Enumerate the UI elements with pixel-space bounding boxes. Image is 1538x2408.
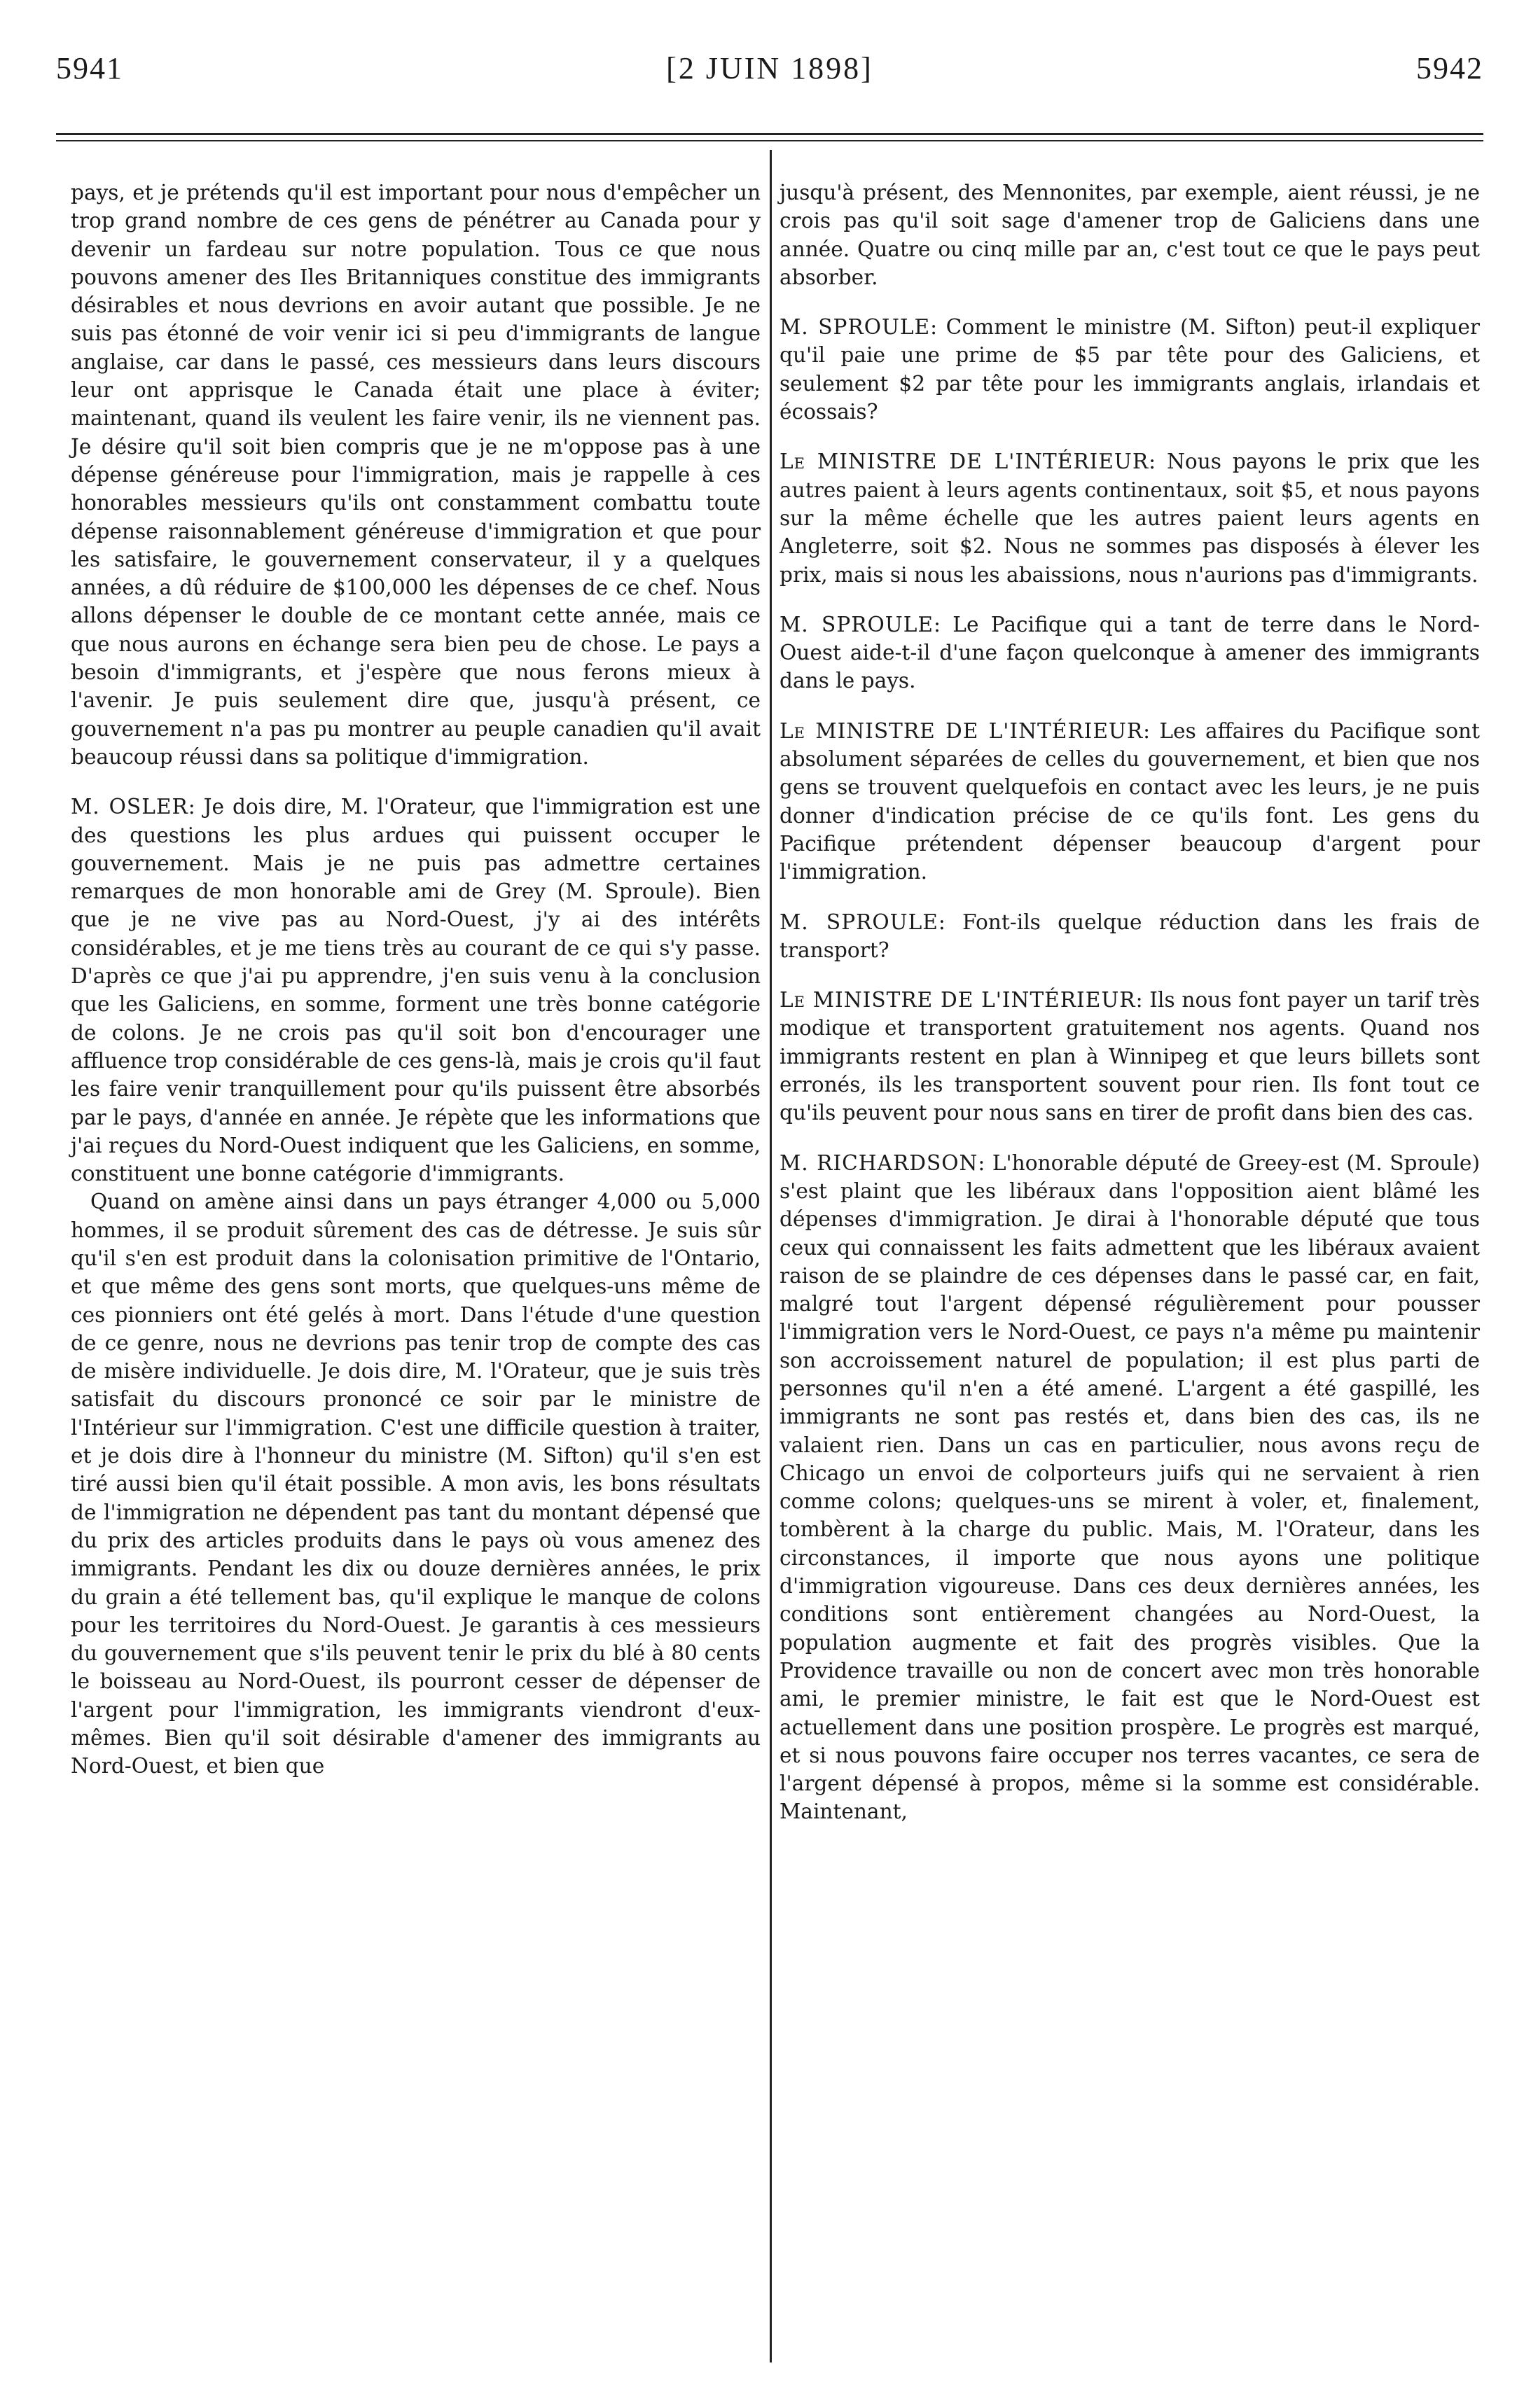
header-rule-bottom [56, 140, 1483, 141]
speech-text: : Je dois dire, M. l'Orateur, que l'immigration est une des questions les plus ardues qui puissent occuper le gouvernement. Mais je ne puis pas admettre certaines remarques de mon honorable ami de Grey (M. Sproule). Bien que je ne vive pas au Nord-Ouest, j'y ai des intérêts considérables, et je me tiens très au courant de ce qui s'y passe. D'après ce que j'ai pu apprendre, j'en suis venu à la conclusion que les Galiciens, en somme, forment une très bonne catégorie de colons. Je ne crois pas qu'il soit bon d'encourager une affluence trop considérable de ces gens-là, mais je crois qu'il faut les faire venir tranquillement pour qu'ils puissent être absorbés par le pays, d'année en année. Je répète que les informations que j'ai reçues du Nord-Ouest indiquent que les Galiciens, en somme, constituent une bonne catégorie d'immigrants. [71, 795, 761, 1186]
left-paragraph-3: Quand on amène ainsi dans un pays étranger 4,000 ou 5,000 hommes, il se produit sûrement des cas de détresse. Je suis sûr qu'il s'en est produit dans la colonisation primitive de l'Ontario, et que même des gens sont morts, que quelques-uns même de ces pionniers ont été gelés à mort. Dans l'étude d'une question de ce genre, nous ne devrions pas tenir trop de compte des cas de misère individuelle. Je dois dire, M. l'Orateur, que je suis très satisfait du discours prononcé ce soir par le ministre de l'Intérieur sur l'immigration. C'est une difficile question à traiter, et je dois dire à l'honneur du ministre (M. Sifton) qu'il s'en est tiré aussi bien qu'il était possible. A mon avis, les bons résultats de l'immigration ne dépendent pas tant du montant dépensé que du prix des articles produits dans le pays où vous amenez des immigrants. Pendant les dix ou douze dernières années, le prix du grain a été tellement bas, qu'il explique le manque de colons pour les territoires du Nord-Ouest. Je garantis à ces messieurs du gouvernement que s'ils peuvent tenir le prix du blé à 80 cents le boisseau au Nord-Ouest, ils pourront cesser de dépenser de l'argent pour l'immigration, les immigrants viendront d'eux-mêmes. Bien qu'il soit désirable d'amener des immigrants au Nord-Ouest, et bien que [71, 1190, 761, 1779]
speaker-name: M. SPROULE [780, 612, 934, 636]
speaker-name: M. SPROULE [780, 910, 938, 934]
speaker-name: M. SPROULE [780, 315, 931, 340]
speech-text: : L'honorable député de Greey-est (M. Sproule) s'est plaint que les libéraux dans l'opposition aient blâmé les dépenses d'immigration. Je dirai à l'honorable député que tous ceux qui connaissent les faits admettent que les libéraux avaient raison de se plaindre de ces dépenses dans le passé car, en fait, malgré tout l'argent dépensé régulièrement pour pousser l'immigration vers le Nord-Ouest, ce pays n'a même pu maintenir son accroissement naturel de population; il est plus parti de personnes qu'il n'en a été amené. L'argent a été gaspillé, les immigrants ne sont pas restés et, dans bien des cas, ils ne valaient rien. Dans un cas en particulier, nous avons reçu de Chicago un envoi de colporteurs juifs qui ne servaient à rien comme colons; quelques-uns se mirent à voler, et, finalement, tombèrent à la charge du public. Mais, M. l'Orateur, dans les circonstances, il importe que nous ayons une politique d'immigration vigoureuse. Dans ces deux dernières années, les conditions sont entièrement changées au Nord-Ouest, la population augmente et fait des progrès visibles. Que la Providence travaille ou non de concert avec mon très honorable ami, le premier ministre, le fait est que le Nord-Ouest est actuellement dans une position prospère. Le progrès est marqué, et si nous pouvons faire occuper nos terres vacantes, ce sera de l'argent dépensé à propos, même si la somme est considérable. Maintenant, [780, 1150, 1480, 1824]
speech-text: : Comment le ministre (M. Sifton) peut-il expliquer qu'il paie une prime de $5 par tête pour des Galiciens, et seulement $2 par tête pour les immigrants anglais, irlandais et écossais? [780, 315, 1480, 424]
right-paragraph-6 [780, 908, 1480, 965]
left-column [71, 179, 761, 1802]
speech-text: : Le Pacifique qui a tant de terre dans le Nord-Ouest aide-t-il d'une façon quelconque à amener des immigrants dans le pays. [780, 612, 1480, 693]
speech-text: : Font-ils quelque réduction dans les frais de transport? [780, 910, 1480, 962]
speaker-name: M. RICHARDSON [780, 1150, 978, 1175]
right-paragraph-4 [780, 611, 1480, 695]
speech-text: : Les affaires du Pacifique sont absolument séparées de celles du gouvernement, et bien que nos gens se trouvent quelquefois en contact avec les leurs, je ne puis donner d'indication précise de ce qu'ils font. Les gens du Pacifique prétendent dépenser beaucoup d'argent pour l'immigration. [780, 718, 1480, 884]
right-paragraph-5 [780, 717, 1480, 886]
speech-text: : Nous payons le prix que les autres paient à leurs agents continentaux, soit $5, et nous payons sur la même échelle que les autres paient leurs agents en Angleterre, soit $2. Nous ne sommes pas disposés à élever les prix, mais si nous les abaissions, nous n'aurions pas d'immigrants. [780, 450, 1480, 587]
speaker-name: Le MINISTRE DE L'INTÉRIEUR [780, 450, 1149, 474]
right-paragraph-1: jusqu'à présent, des Mennonites, par exemple, aient réussi, je ne crois pas qu'il soit sage d'amener trop de Galiciens dans une année. Quatre ou cinq mille par an, c'est tout ce que le pays peut absorber. [780, 181, 1480, 289]
left-paragraph-1: pays, et je prétends qu'il est important pour nous d'empêcher un trop grand nombre de ces gens de pénétrer au Canada pour y devenir un fardeau sur notre population. Tous ce que nous pouvons amener des Iles Britanniques constitue des immigrants désirables et nous devrions en avoir autant que possible. Je ne suis pas étonné de voir venir ici si peu d'immigrants de langue anglaise, car dans le passé, ces messieurs dans leurs discours leur ont apprisque le Canada était une place à éviter; maintenant, quand ils veulent les faire venir, ils ne viennent pas. Je désire qu'il soit bien compris que je ne m'oppose pas à une dépense généreuse pour l'immigration, mais je rappelle à ces honorables messieurs qu'ils ont constamment combattu toute dépense raisonnablement généreuse d'immigration et que pour les satisfaire, le gouvernement conservateur, il y a quelques années, a dû réduire de $100,000 les dépenses de ce chef. Nous allons dépenser le double de ce montant cette année, mais ce que nous aurons en échange sera bien peu de chose. Le pays a besoin d'immigrants, et j'espère que nous ferons mieux à l'avenir. Je puis seulement dire que, jusqu'à présent, ce gouvernement n'a pas pu montrer au peuple canadien qu'il avait beaucoup réussi dans sa politique d'immigration. [71, 181, 761, 769]
right-paragraph-2 [780, 313, 1480, 426]
page-number-right: 5942 [1416, 51, 1483, 85]
speaker-name: Le MINISTRE DE L'INTÉRIEUR [780, 718, 1144, 743]
header-date: [2 JUIN 1898] [666, 51, 873, 85]
page-number-left: 5941 [56, 51, 123, 85]
page-header [56, 50, 1483, 99]
header-rule-top [56, 133, 1483, 135]
right-paragraph-3 [780, 447, 1480, 588]
left-paragraph-2 [71, 793, 761, 1188]
right-paragraph-7 [780, 986, 1480, 1127]
speaker-name: M. OSLER [71, 795, 188, 819]
column-divider [770, 150, 772, 2362]
right-column [780, 179, 1480, 1848]
speaker-name: Le MINISTRE DE L'INTÉRIEUR [780, 988, 1136, 1012]
right-paragraph-8 [780, 1149, 1480, 1826]
speech-text: : Ils nous font payer un tarif très modique et transportent gratuitement nos agents. Quand nos immigrants restent en plan à Winnipeg et que leurs billets sont erronés, ils les transportent souvent pour rien. Ils font tout ce qu'ils peuvent pour nous sans en tirer de profit dans bien des cas. [780, 988, 1480, 1125]
